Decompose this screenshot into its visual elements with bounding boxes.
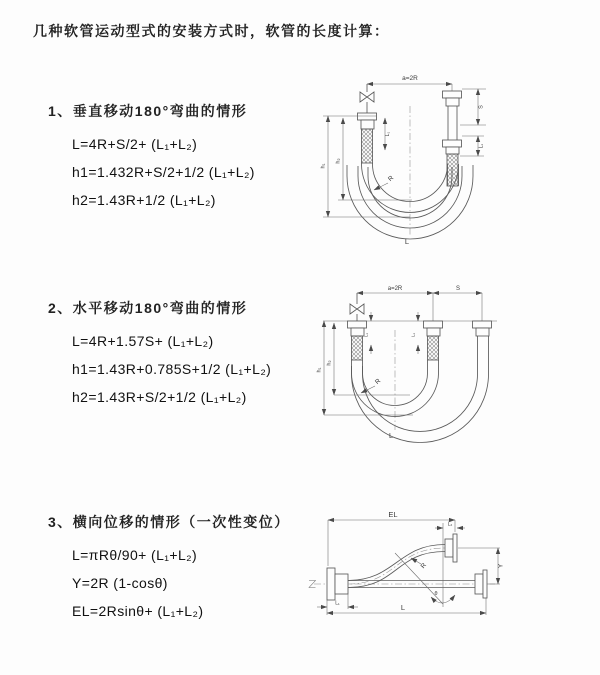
dim-label-h1: h₁: [320, 163, 327, 169]
svg-text:L₁: L₁: [363, 332, 369, 338]
valve-icon: [360, 84, 374, 113]
dim-label-a2r: a=2R: [402, 75, 418, 82]
dim-label-l1-right: L₁: [478, 143, 485, 149]
formula-line: L=4R+1.57S+ (L₁+L₂): [72, 333, 214, 349]
dim-label-h2: h₂: [326, 360, 333, 366]
dim-label-h1: h₁: [316, 367, 323, 373]
s-curve-hose-displaced: [348, 545, 445, 588]
l1-dimension: [317, 594, 358, 609]
middle-flange-pipe: [424, 321, 443, 360]
valve-icon: [350, 293, 364, 321]
svg-text:L₁: L₁: [335, 600, 340, 607]
formula-line: h1=1.432R+S/2+1/2 (L₁+L₂): [72, 164, 255, 180]
section-1-heading: 1、垂直移动180°弯曲的情形: [48, 103, 248, 119]
section-lateral-displacement: [48, 512, 290, 625]
section-2-heading: 2、水平移动180°弯曲的情形: [48, 300, 248, 316]
section-3-heading: 3、横向位移的情形（一次性变位）: [48, 514, 290, 530]
formula-line: h1=1.43R+0.785S+1/2 (L₁+L₂): [72, 361, 272, 377]
radius-label: R: [386, 174, 396, 184]
dim-label-length: L: [389, 433, 393, 440]
l1-dimension-middle: [411, 312, 419, 354]
dim-label-length: L: [400, 603, 406, 612]
svg-text:L₁: L₁: [410, 332, 416, 338]
radius-label: R: [373, 377, 383, 387]
formula-line: h2=1.43R+1/2 (L₁+L₂): [72, 192, 216, 208]
section-2-formulas: [72, 327, 271, 411]
formula-line: EL=2Rsinθ+ (L₁+L₂): [72, 603, 204, 619]
right-flange-original: [475, 570, 487, 598]
u-bend-hose-position2: [352, 336, 489, 443]
left-flange: [327, 568, 348, 600]
dim-label-h2: h₂: [335, 158, 342, 164]
l1-dimension-left: [364, 312, 372, 354]
left-flange-pipe: [358, 113, 377, 163]
radius-label: R: [419, 561, 429, 571]
svg-text:L₂: L₂: [447, 521, 453, 528]
left-flange-pipe: [348, 321, 367, 360]
section-vertical-movement: [48, 101, 255, 214]
right-flange-pipe: [473, 321, 492, 336]
formula-line: L=πRθ/90+ (L₁+L₂): [72, 547, 198, 563]
diagram-horizontal-180: [310, 278, 600, 470]
dim-label-s: S: [455, 286, 461, 292]
diagram-vertical-180: [310, 66, 600, 258]
dim-label-y: Y: [497, 563, 505, 569]
page-title: 几种软管运动型式的安装方式时，软管的长度计算：: [33, 23, 390, 39]
formula-line: L=4R+S/2+ (L₁+L₂): [72, 136, 198, 152]
dim-label-length: L: [404, 237, 410, 246]
upper-flange-displaced: [445, 534, 457, 562]
dim-label-s: S: [478, 105, 485, 109]
formula-line: h2=1.43R+S/2+1/2 (L₁+L₂): [72, 389, 247, 405]
angle-label: θ: [434, 591, 438, 597]
formula-line: Y=2R (1-cosθ): [72, 575, 168, 591]
section-horizontal-movement: [48, 298, 271, 411]
section-3-formulas: [72, 541, 290, 625]
dim-label-a2r: a=2R: [387, 286, 403, 292]
section-1-formulas: [72, 130, 255, 214]
l2-dimension: [435, 522, 465, 608]
diagram-lateral-displacement: [300, 503, 600, 675]
dim-label-el: EL: [388, 510, 398, 519]
dim-label-l1-left: L₁: [385, 131, 391, 137]
